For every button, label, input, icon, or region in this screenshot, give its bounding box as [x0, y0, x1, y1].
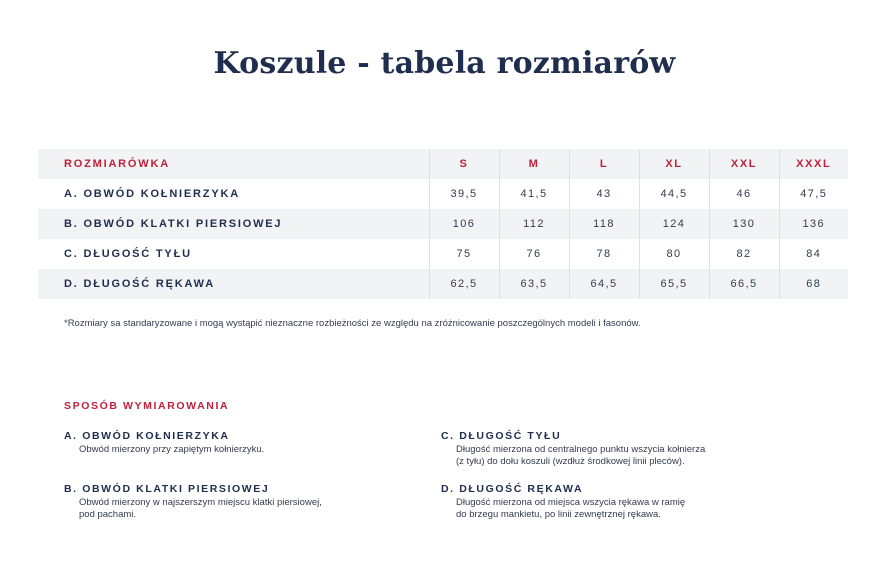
- description-line: pod pachami.: [79, 509, 137, 520]
- description-line: Obwód mierzony w najszerszym miejscu klatki piersiowej,: [79, 497, 322, 508]
- table-row: [38, 269, 848, 299]
- table-cell: 78: [569, 239, 639, 269]
- row-label: C. DŁUGOŚĆ TYŁU: [64, 248, 192, 260]
- table-cell: 63,5: [499, 269, 569, 299]
- row-label: D. DŁUGOŚĆ RĘKAWA: [64, 278, 215, 290]
- column-header-l: L: [569, 149, 639, 179]
- measurement-item-heading: B. OBWÓD KLATKI PIERSIOWEJ: [64, 483, 270, 495]
- description-line: Długość mierzona od miejsca wszycia rękawa w ramię: [456, 497, 686, 508]
- column-header-xl: XL: [639, 149, 709, 179]
- table-cell: 106: [429, 209, 499, 239]
- column-header-xxl: XXL: [709, 149, 779, 179]
- measurement-item-heading: A. OBWÓD KOŁNIERZYKA: [64, 430, 230, 442]
- measurement-item-description: [456, 497, 801, 521]
- table-cell: 44,5: [639, 179, 709, 209]
- row-label: A. OBWÓD KOŁNIERZYKA: [64, 188, 240, 200]
- table-cell: 80: [639, 239, 709, 269]
- size-disclaimer-note: *Rozmiary sa standaryzowane i mogą wystąpić nieznaczne rozbieżności ze względu na zróżnicowanie poszczególnych modeli i fasonów.: [64, 318, 641, 329]
- measurement-item-description: [456, 444, 801, 468]
- measurement-item-chest: [64, 483, 404, 521]
- page-title: Koszule - tabela rozmiarów: [213, 46, 676, 81]
- table-cell: 66,5: [709, 269, 779, 299]
- table-row: [38, 209, 848, 239]
- measurement-item-heading: D. DŁUGOŚĆ RĘKAWA: [441, 483, 584, 495]
- measurement-item-collar: [64, 430, 404, 456]
- table-cell: 136: [779, 209, 848, 239]
- column-header-xxxl: XXXL: [779, 149, 848, 179]
- table-cell: 118: [569, 209, 639, 239]
- table-cell: 124: [639, 209, 709, 239]
- column-header-m: M: [499, 149, 569, 179]
- table-cell: 130: [709, 209, 779, 239]
- table-cell: 76: [499, 239, 569, 269]
- table-row: [38, 239, 848, 269]
- measurement-guide-heading: SPOSÓB WYMIAROWANIA: [64, 400, 230, 412]
- table-cell: 64,5: [569, 269, 639, 299]
- measurement-item-description: [79, 444, 404, 456]
- table-cell: 65,5: [639, 269, 709, 299]
- measurement-item-heading: C. DŁUGOŚĆ TYŁU: [441, 430, 562, 442]
- column-header-s: S: [429, 149, 499, 179]
- description-line: Długość mierzona od centralnego punktu wszycia kołnierza: [456, 444, 706, 455]
- measurement-item-description: [79, 497, 404, 521]
- row-label: B. OBWÓD KLATKI PIERSIOWEJ: [64, 218, 283, 230]
- column-header-size-chart: ROZMIARÓWKA: [64, 158, 170, 170]
- table-header-row: [38, 149, 848, 179]
- table-cell: 112: [499, 209, 569, 239]
- description-line: Obwód mierzony przy zapiętym kołnierzyku.: [79, 444, 265, 455]
- table-cell: 75: [429, 239, 499, 269]
- table-cell: 62,5: [429, 269, 499, 299]
- measurement-item-back-length: [441, 430, 801, 468]
- size-table: [38, 149, 848, 299]
- table-cell: 43: [569, 179, 639, 209]
- table-cell: 84: [779, 239, 848, 269]
- table-row: [38, 179, 848, 209]
- table-cell: 68: [779, 269, 848, 299]
- description-line: (z tyłu) do dołu koszuli (wzdłuż środkowej linii pleców).: [456, 456, 685, 467]
- table-cell: 41,5: [499, 179, 569, 209]
- table-cell: 82: [709, 239, 779, 269]
- table-cell: 39,5: [429, 179, 499, 209]
- description-line: do brzegu mankietu, po linii zewnętrznej rękawa.: [456, 509, 661, 520]
- table-cell: 47,5: [779, 179, 848, 209]
- measurement-item-sleeve-length: [441, 483, 801, 521]
- table-cell: 46: [709, 179, 779, 209]
